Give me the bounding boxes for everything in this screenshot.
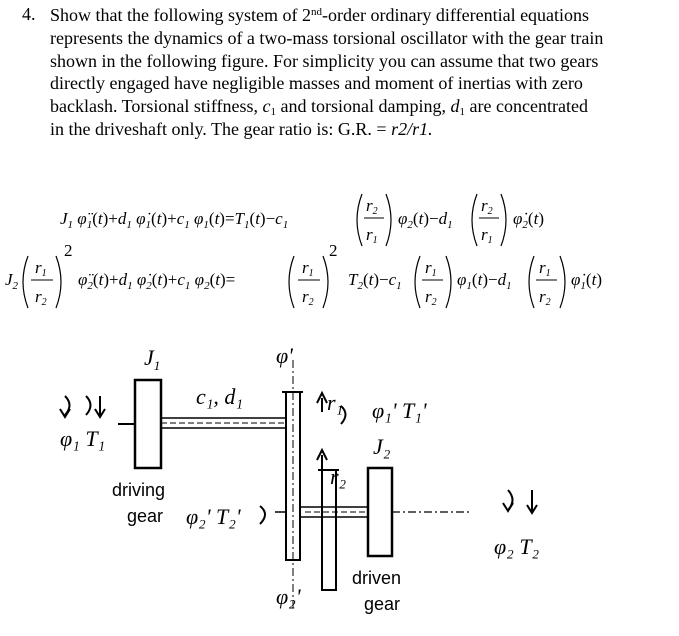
text-line-4: directly engaged have negligible masses and moment of inertias with zero bbox=[50, 73, 583, 94]
label-phi1-prime-top: φ' bbox=[276, 343, 293, 368]
label-phi1-T1: φ₁ T₁ bbox=[60, 426, 106, 451]
equation-2 bbox=[5, 241, 602, 308]
text-line-3: shown in the following figure. For simplicity you can assume that two gears bbox=[50, 50, 599, 71]
label-phi2-prime-bottom: φ₂' bbox=[276, 584, 301, 609]
text-line-2: represents the dynamics of a two-mass torsional oscillator with the gear train bbox=[50, 27, 604, 48]
svg-text:r2: r2 bbox=[539, 287, 551, 308]
svg-text:r1: r1 bbox=[425, 258, 437, 279]
label-driving-2: gear bbox=[127, 506, 164, 526]
svg-text:φ̈2(t)+d1 φ̇2(t)+c1 φ2(t)=: $\varphï_2(t)+d_1$ $\varphi̇_2(t)+c_1$ $\varphi_2(t)=$ bbox=[78, 270, 236, 292]
svg-text:r2: r2 bbox=[302, 287, 314, 308]
inertia-J2 bbox=[368, 468, 392, 556]
svg-text:2: 2 bbox=[64, 241, 73, 260]
label-r2: r₂ bbox=[330, 464, 347, 489]
svg-text:r2: r2 bbox=[35, 287, 47, 308]
svg-text:2: 2 bbox=[329, 241, 338, 260]
svg-text:J2: $J_2$ bbox=[5, 270, 19, 292]
svg-text:φ2(t)−d1: $\varphi_2(t)-d_1$ bbox=[398, 209, 453, 231]
svg-text:r1: r1 bbox=[539, 258, 551, 279]
label-r1: r₁ bbox=[327, 390, 344, 415]
svg-text:r1: r1 bbox=[481, 225, 493, 246]
label-phi2-T2: φ₂ T₂ bbox=[494, 534, 540, 559]
svg-text:r1: r1 bbox=[302, 258, 314, 279]
svg-text:r1: r1 bbox=[35, 258, 47, 279]
label-driving-1: driving bbox=[112, 480, 166, 500]
label-phi2-T2-prime: φ₂' T₂' bbox=[186, 504, 241, 529]
svg-text:φ̇2(t): $\varphi̇_2(t)$ bbox=[513, 209, 544, 231]
label-driven-1: driven bbox=[352, 568, 402, 588]
svg-text:r1: r1 bbox=[366, 225, 378, 246]
equation-1 bbox=[60, 194, 544, 246]
label-J2: J₂ bbox=[373, 434, 391, 459]
text-line-5: backlash. Torsional stiffness, $c_1$ and torsional damping, $d_1$ are concentrated bbox=[50, 96, 588, 119]
svg-text:J1 φ̈1(t)+d1 φ̇1(t)+c1 φ1(t)=T: $J_1$ $\varphï_1(t)+d_1$ $\varphi̇_1(t)+c_1$ $\varphi_1(t)=T_1(t)-c_1$ bbox=[60, 209, 289, 231]
text-line-1: Show that the following system of 2nd-order ordinary differential equations bbox=[50, 5, 590, 25]
label-phi1-T1-prime: φ₁' T₁' bbox=[372, 398, 427, 423]
problem-number: 4. bbox=[22, 4, 36, 24]
label-driven-2: gear bbox=[364, 594, 401, 614]
svg-text:r2: r2 bbox=[366, 196, 378, 217]
text-line-6: in the driveshaft only. The gear ratio is: G.R. = r2/r1. bbox=[50, 118, 433, 139]
svg-text:φ̇1(t): $\varphi̇_1(t)$ bbox=[571, 270, 602, 292]
svg-text:r2: r2 bbox=[481, 196, 493, 217]
inertia-J1 bbox=[135, 380, 161, 468]
label-c1-d1: c₁, d₁ bbox=[196, 384, 244, 409]
svg-text:φ1(t)−d1: $\varphi_1(t)-d_1$ bbox=[457, 270, 512, 292]
label-J1: $J_1$ bbox=[144, 345, 161, 373]
svg-text:r2: r2 bbox=[425, 287, 437, 308]
svg-text:T2(t)−c1: $T_2(t)-c_1$ bbox=[348, 270, 402, 292]
